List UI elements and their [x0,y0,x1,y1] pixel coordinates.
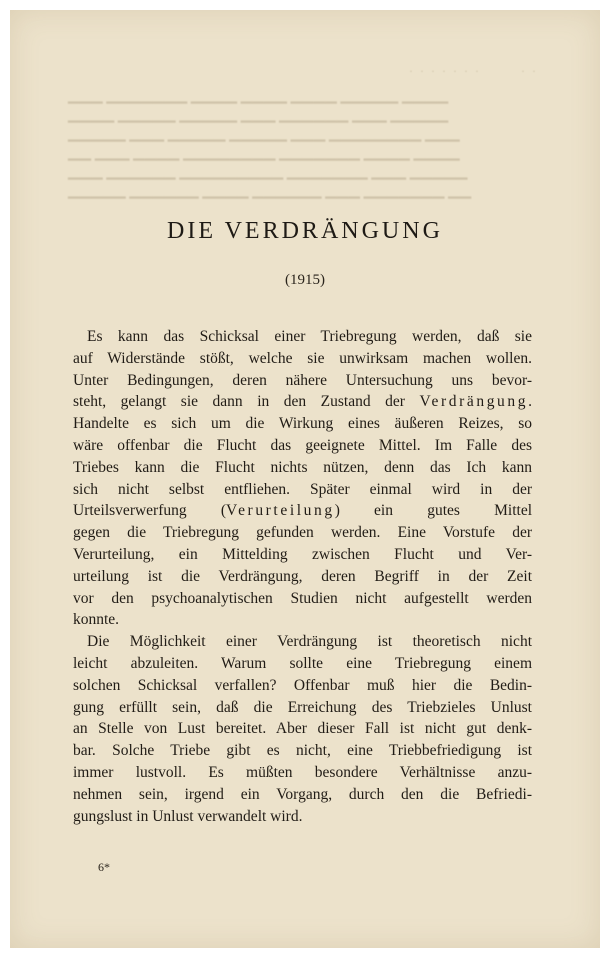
text-fragment: steht, gelangt sie dann in den Zustand der [73,393,420,411]
text-line: Triebes kann die Flucht nichts nützen, denn das Ich kann [73,458,532,476]
text-line: gegen die Triebregung gefunden werden. Eine Vorstufe der [73,524,532,542]
paragraph-1 [73,326,532,631]
text-line: an Stelle von Lust bereitet. Aber dieser Fall ist nicht gut denk- [73,720,532,738]
text-line: Unter Bedingungen, deren nähere Untersuchung uns bevor- [73,371,532,389]
text-line: bar. Solche Triebe gibt es nicht, eine Triebbefriedigung ist [73,742,532,760]
text-line: Die Möglichkeit einer Verdrängung ist theoretisch nicht [87,633,532,651]
paragraph-2 [73,631,532,827]
text-line: gungslust in Unlust verwandelt wird. [73,807,303,825]
body-text [73,326,532,827]
text-line: leicht abzuleiten. Warum sollte eine Triebregung einem [73,654,532,672]
emphasized-term: Verdrängung [419,393,529,411]
text-line [73,391,532,413]
text-fragment: Urteilsverwerfung ( [73,502,226,520]
chapter-year: (1915) [285,272,325,288]
text-line: auf Widerstände stößt, welche sie unwirksam machen wollen. [73,349,532,367]
text-line: Verurteilung, ein Mittelding zwischen Flucht und Ver- [73,545,532,563]
text-line: urteilung ist die Verdrängung, deren Begriff in der Zeit [73,567,532,585]
text-line: nehmen sein, irgend ein Vorgang, durch den die Befriedi- [73,785,532,803]
text-line: wäre offenbar die Flucht das geeignete Mittel. Im Falle des [73,436,532,454]
text-line: vor den psychoanalytischen Studien nicht aufgestellt werden [73,589,532,607]
text-line: sich nicht selbst entfliehen. Später einmal wird in der [73,480,532,498]
text-line: Es kann das Schicksal einer Triebregung werden, daß sie [87,328,532,345]
show-through-text: · · · · · · · · · ▁▁▁ ▁▁▁▁▁▁▁ ▁▁▁▁ ▁▁▁▁ ▁▁▁▁ ▁▁▁▁▁ ▁▁▁▁ ▁▁▁▁ ▁▁▁▁▁ ▁▁▁▁▁ ▁▁▁ ▁▁▁▁▁▁ ▁▁▁ ▁▁▁▁▁ ▁▁▁▁▁ ▁▁▁ ▁▁▁▁▁ ▁▁▁▁▁ ▁▁▁ ▁▁▁▁▁▁▁▁ ▁▁▁ ▁▁ ▁▁▁ ▁▁▁▁ ▁▁▁▁▁▁▁▁ ▁▁▁▁▁▁▁ ▁▁▁▁ ▁▁▁▁ ▁▁▁ ▁▁▁▁▁▁ ▁▁▁▁▁▁▁▁▁ ▁▁▁▁▁▁▁ ▁▁▁ ▁▁▁▁▁ ▁▁▁▁▁ ▁▁▁▁▁▁ ▁▁▁▁ ▁▁▁▁▁▁ ▁▁▁ ▁▁▁▁▁▁▁ ▁▁ [68,64,538,199]
text-line: konnte. [73,611,120,629]
emphasized-term: Verurteilung [226,502,335,520]
text-fragment: ) ein gutes Mittel [334,502,532,520]
text-line: immer lustvoll. Es müßten besondere Verhältnisse anzu- [73,763,532,781]
text-fragment: . [528,393,532,411]
text-line: Handelte es sich um die Wirkung eines äußeren Reizes, so [73,415,532,433]
signature-mark: 6* [98,860,110,874]
text-line [73,500,532,522]
text-line: solchen Schicksal verfallen? Offenbar muß hier die Bedin- [73,676,532,694]
text-line: gung erfüllt sein, daß die Erreichung des Triebzieles Unlust [73,698,532,716]
book-page [10,10,600,948]
chapter-title: DIE VERDRÄNGUNG [167,218,443,244]
